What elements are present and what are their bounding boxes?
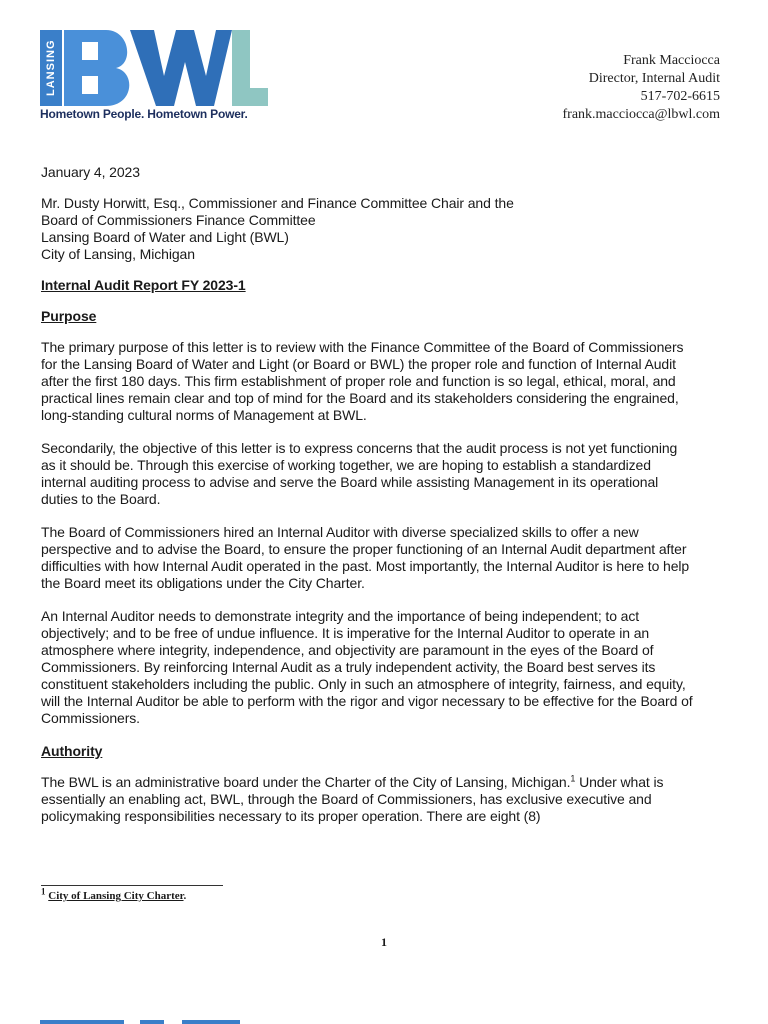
report-title: Internal Audit Report FY 2023-1 [41,277,246,293]
footnote-reference[interactable]: 1 [570,773,576,784]
purpose-paragraph: Secondarily, the objective of this letter is to express concerns that the audit process is not yet functioning as it should be. Through this exercise of working together, we are hoping to establish a standardized internal auditing process to advise and serve the Board while assisting Management in its operational duties to the Board. [41,440,678,507]
recipient-line: City of Lansing, Michigan [41,246,195,262]
authority-paragraph [41,774,693,825]
purpose-heading: Purpose [41,308,97,324]
logo-lansing-text: LANSING [40,30,62,106]
authority-text-continued: Under what is essentially an enabling act, BWL, through the Board of Commissioners, has exclusive executive and policymaking responsibilities necessary to its proper operation. There are eight (8) [41,774,664,824]
recipient-line: Mr. Dusty Horwitt, Esq., Commissioner and Finance Committee Chair and the [41,195,514,211]
footnote-divider [41,885,223,886]
letter-date: January 4, 2023 [41,164,140,180]
sender-name: Frank Macciocca [623,53,720,68]
recipient-line: Board of Commissioners Finance Committee [41,212,316,228]
next-page-logo-edge [40,1020,124,1024]
footnote-link[interactable]: City of Lansing City Charter [48,890,184,902]
next-page-logo-edge [182,1020,240,1024]
sender-phone: 517-702-6615 [640,89,720,104]
logo-bwl-letters [64,30,268,106]
letter-body [41,164,693,825]
sender-email[interactable]: frank.macciocca@lbwl.com [562,107,720,122]
authority-heading: Authority [41,743,103,759]
purpose-paragraph: The primary purpose of this letter is to review with the Finance Committee of the Board of Commissioners for the Lansing Board of Water and Light (or Board or BWL) the proper role and function of Internal Audit after the first 180 days. This firm establishment of proper role and function is so legal, ethical, moral, and practical lines remain clear and top of mind for the Board and its stakeholders considering the engrained, long-standing cultural norms of Management at BWL. [41,339,684,423]
footnote-period: . [183,890,187,902]
footnote-marker: 1 [41,886,46,897]
recipient-line: Lansing Board of Water and Light (BWL) [41,229,289,245]
logo-tagline: Hometown People. Hometown Power. [40,107,248,121]
next-page-logo-edge [140,1020,164,1024]
page-number: 1 [381,935,387,949]
purpose-paragraph: An Internal Auditor needs to demonstrate integrity and the importance of being independent; to act objectively; and to be free of undue influence. It is imperative for the Internal Auditor to operate in an atmosphere where integrity, independence, and objectivity are paramount in the eyes of the Board of Commissioners. By reinforcing Internal Audit as a truly independent activity, the Board best serves its constituent stakeholders including the public. Only in such an atmosphere of integrity, fairness, and equity, will the Internal Auditor be able to perform with the rigor and vigor necessary to be effective for the Board of Commissioners. [41,608,693,726]
recipient-address [41,195,693,263]
footnote [41,886,187,902]
purpose-paragraph: The Board of Commissioners hired an Internal Auditor with diverse specialized skills to offer a new perspective and to advise the Board, to ensure the proper functioning of an Internal Audit department after difficulties with how Internal Audit operated in the past. Most importantly, the Internal Auditor is here to help the Board meet its obligations under the City Charter. [41,524,690,591]
sender-title: Director, Internal Audit [588,71,720,86]
sender-contact-block [563,52,721,124]
authority-text: The BWL is an administrative board under the Charter of the City of Lansing, Michigan. [41,774,571,790]
bwl-logo [40,30,270,122]
